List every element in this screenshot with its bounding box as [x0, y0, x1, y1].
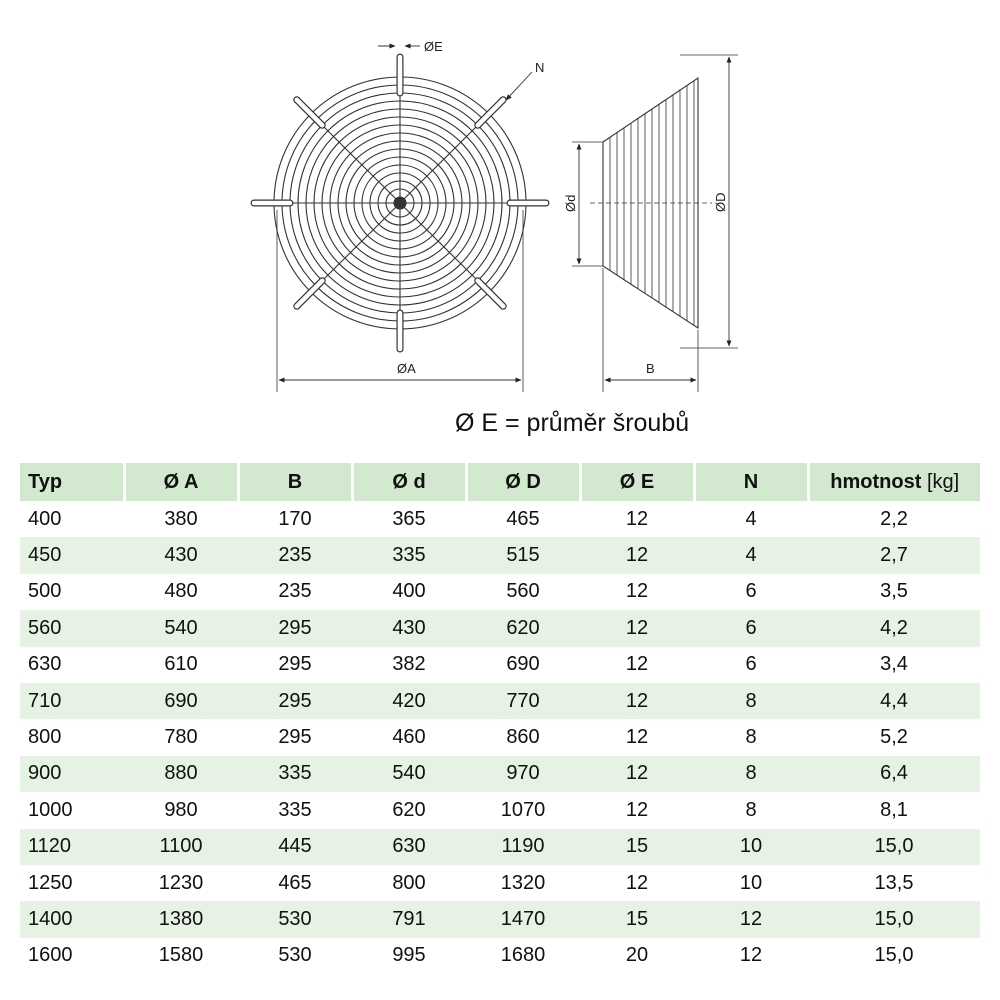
- mounting-lug-inner: [478, 281, 503, 306]
- table-cell: 560: [506, 580, 540, 603]
- table-cell: 500: [28, 580, 62, 603]
- table-cell: 335: [278, 798, 312, 821]
- table-cell: 295: [278, 726, 312, 749]
- table-cell: 12: [580, 610, 694, 646]
- header-d-small: Ø d: [352, 463, 466, 501]
- table-cell: 4: [694, 537, 808, 573]
- table-cell: 2,2: [880, 507, 908, 530]
- table-cell: 620: [466, 610, 580, 646]
- table-cell: 465: [506, 507, 540, 530]
- table-cell: 12: [625, 580, 649, 603]
- header-d-large: Ø D: [466, 463, 580, 501]
- table-cell: 800: [392, 871, 426, 894]
- table-cell: 365: [392, 507, 426, 530]
- table-row: [20, 501, 980, 537]
- table-cell: 235: [238, 537, 352, 573]
- table-cell: 690: [124, 683, 238, 719]
- table-cell: 1190: [466, 829, 580, 865]
- table-cell: 1250: [28, 871, 73, 894]
- table-cell: 12: [739, 944, 763, 967]
- table-cell: 1070: [500, 798, 546, 821]
- table-cell: 295: [238, 683, 352, 719]
- table-cell: 12: [580, 537, 694, 573]
- table-cell: 295: [238, 610, 352, 646]
- header-n: N: [694, 463, 808, 501]
- table-cell: 12: [625, 653, 649, 676]
- table-cell: 335: [238, 756, 352, 792]
- table-cell: 8,1: [880, 798, 908, 821]
- table-cell: 6,4: [808, 756, 980, 792]
- table-cell: 791: [352, 901, 466, 937]
- table-cell: 690: [506, 653, 540, 676]
- table-cell: 8: [694, 683, 808, 719]
- table-cell: 15,0: [808, 901, 980, 937]
- table-cell: 12: [580, 756, 694, 792]
- table-cell: 480: [164, 580, 198, 603]
- table-cell: 10: [694, 829, 808, 865]
- table-cell: 970: [466, 756, 580, 792]
- table-cell: 515: [466, 537, 580, 573]
- table-cell: 15: [580, 829, 694, 865]
- table-cell: 6: [745, 580, 757, 603]
- table-cell: 630: [352, 829, 466, 865]
- label-n: N: [535, 60, 545, 75]
- table-cell: 400: [392, 580, 426, 603]
- table-cell: 1380: [124, 901, 238, 937]
- table-cell: 295: [278, 653, 312, 676]
- mounting-lug-inner: [297, 100, 322, 125]
- header-mass-label: hmotnost: [830, 470, 922, 493]
- label-a: ØA: [397, 361, 416, 376]
- header-typ: Typ: [20, 463, 124, 501]
- table-row: [20, 756, 980, 792]
- table-cell: 1320: [500, 871, 546, 894]
- table-row: [20, 647, 980, 683]
- table-cell: 6: [745, 653, 757, 676]
- table-cell: 12: [625, 507, 649, 530]
- table-cell: 430: [352, 610, 466, 646]
- table-cell: 382: [392, 653, 426, 676]
- table-row: [20, 537, 980, 573]
- table-row: [20, 901, 980, 937]
- label-d-small: Ød: [563, 194, 578, 212]
- grill-side-view: [572, 55, 738, 392]
- table-cell: 1600: [28, 944, 73, 967]
- table-row: [20, 792, 980, 828]
- table-cell: 710: [20, 683, 124, 719]
- table-cell: 450: [20, 537, 124, 573]
- header-b: B: [238, 463, 352, 501]
- table-cell: 530: [278, 944, 312, 967]
- table-cell: 770: [466, 683, 580, 719]
- table-cell: 12: [625, 798, 649, 821]
- table-cell: 1000: [28, 798, 73, 821]
- table-cell: 2,7: [808, 537, 980, 573]
- table-cell: 1100: [124, 829, 238, 865]
- table-cell: 995: [392, 944, 426, 967]
- technical-drawing: [0, 0, 1000, 400]
- table-header-row: [20, 463, 980, 501]
- table-row: [20, 829, 980, 865]
- table-cell: 460: [392, 726, 426, 749]
- table-cell: 780: [164, 726, 198, 749]
- table-row: [20, 683, 980, 719]
- table-cell: 12: [694, 901, 808, 937]
- table-cell: 15,0: [808, 829, 980, 865]
- table-cell: 1400: [20, 901, 124, 937]
- grill-front-view: [254, 46, 546, 392]
- header-mass-unit: [kg]: [926, 470, 960, 493]
- bolt-diameter-caption: Ø E = průměr šroubů: [455, 409, 690, 437]
- table-row: [20, 865, 980, 901]
- table-cell: 445: [238, 829, 352, 865]
- table-cell: 1680: [500, 944, 546, 967]
- header-mass: [808, 463, 980, 501]
- table-cell: 8: [745, 726, 757, 749]
- table-cell: 540: [124, 610, 238, 646]
- table-cell: 800: [28, 726, 62, 749]
- table-cell: 1580: [158, 944, 204, 967]
- table-cell: 13,5: [874, 871, 914, 894]
- table-cell: 540: [352, 756, 466, 792]
- table-cell: 560: [20, 610, 124, 646]
- table-cell: 6: [694, 610, 808, 646]
- table-cell: 1120: [20, 829, 124, 865]
- table-cell: 4,4: [808, 683, 980, 719]
- table-cell: 335: [352, 537, 466, 573]
- table-cell: 20: [625, 944, 649, 967]
- table-cell: 8: [694, 756, 808, 792]
- label-d-large: ØD: [713, 192, 728, 212]
- table-cell: 12: [625, 726, 649, 749]
- table-cell: 4: [745, 507, 757, 530]
- mounting-lug-inner: [297, 281, 322, 306]
- table-cell: 8: [745, 798, 757, 821]
- label-e: ØE: [424, 39, 443, 54]
- header-e: Ø E: [580, 463, 694, 501]
- table-row: [20, 938, 980, 974]
- dimensions-table: [20, 463, 980, 974]
- table-cell: 610: [164, 653, 198, 676]
- header-a: Ø A: [124, 463, 238, 501]
- table-cell: 170: [278, 507, 312, 530]
- table-cell: 4,2: [808, 610, 980, 646]
- table-cell: 3,4: [880, 653, 908, 676]
- mounting-lug-inner: [478, 100, 503, 125]
- table-row: [20, 610, 980, 646]
- table-cell: 10: [739, 871, 763, 894]
- table-cell: 900: [20, 756, 124, 792]
- table-cell: 380: [164, 507, 198, 530]
- label-b: B: [646, 361, 655, 376]
- table-cell: 880: [124, 756, 238, 792]
- table-cell: 12: [625, 871, 649, 894]
- table-cell: 620: [392, 798, 426, 821]
- table-cell: 530: [238, 901, 352, 937]
- table-cell: 860: [506, 726, 540, 749]
- table-cell: 430: [124, 537, 238, 573]
- table-cell: 980: [164, 798, 198, 821]
- table-cell: 3,5: [880, 580, 908, 603]
- table-row: [20, 574, 980, 610]
- table-cell: 630: [28, 653, 62, 676]
- table-cell: 235: [278, 580, 312, 603]
- table-cell: 420: [352, 683, 466, 719]
- table-cell: 465: [278, 871, 312, 894]
- table-cell: 15: [580, 901, 694, 937]
- table-cell: 15,0: [874, 944, 914, 967]
- table-cell: 400: [28, 507, 62, 530]
- table-cell: 1230: [158, 871, 204, 894]
- table-cell: 5,2: [880, 726, 908, 749]
- table-row: [20, 719, 980, 755]
- table-cell: 1470: [466, 901, 580, 937]
- table-cell: 12: [580, 683, 694, 719]
